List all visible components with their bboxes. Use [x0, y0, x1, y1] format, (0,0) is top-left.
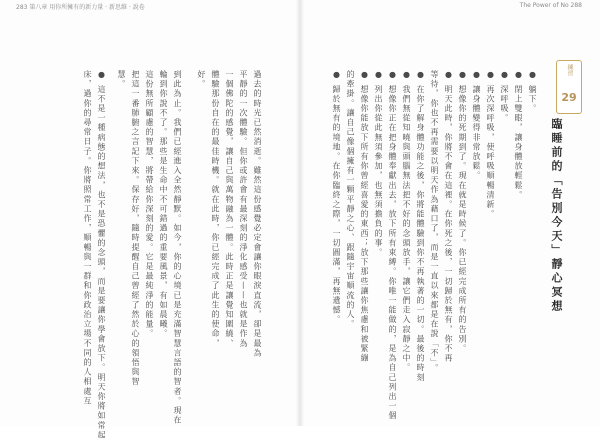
- left-column-6: 到此為止。我們已經進入全然靜默。如今，你的心境已是充滿智慧言語的智者。現在: [173, 70, 182, 426]
- left-column-12: 床，過你的尋常日子。你將照常工作，順暢與一群和你政治立場不同的人相處互: [83, 70, 92, 406]
- right-column-9: ● 在你了解身體功能之後，你將能體驗到你不再執著的一切。最後的時刻: [416, 70, 425, 383]
- left-column-10: 慧。: [117, 70, 126, 90]
- left-column-1: 過去的時光已然消逝。雖然這份感覺必定會讓你眼淚直流，卻是最為: [253, 70, 262, 358]
- running-head-right: The Power of No 288: [519, 2, 582, 9]
- right-column-10: ● 我們無從知曉與頭腦無法把不好的念頭放手，讓它們走入寂靜之中。: [402, 70, 411, 373]
- left-column-5: 好。: [197, 70, 206, 90]
- right-column-6: ● 想像你的死期到了。現在就是時候了。你已經完成所有的告別。: [458, 70, 467, 354]
- left-column-3: 一個佛陀的感覺，讓自己與萬物融為一體。此時正是讓覺知圍繞、: [225, 70, 234, 349]
- left-column-4: 體驗那份自在的最佳時機。就在此時，你已經完成了此生的使命，: [211, 70, 220, 349]
- left-column-9: 把這一番肺腑之言記下來。保存好，隨時提醒自己曾經了然於心的領悟與智: [131, 70, 140, 387]
- right-column-8: 等待，你也不再需要以明天作為藉口了，而是一直以來都是在說「不」。: [430, 70, 439, 374]
- left-column-11: ● 這不是一種病態的想法，也不是恐懼的念頭，而是要讓你學會放下。明天你將如常起: [97, 70, 106, 440]
- right-column-4: ● 再次深呼吸，使呼吸順暢清新。: [486, 70, 495, 220]
- right-column-11: ● 想像你正在把身體奉獻出去，放下所有束縛。你唯一能做的，是為自己列出一個: [388, 70, 397, 421]
- exercise-number: 29: [561, 91, 577, 104]
- running-head-left: 283 第八章 用你所擁有的新力量 · 新思維 · 說卷: [16, 4, 145, 11]
- right-column-5: ● 讓身體變得非常放鬆。: [472, 70, 481, 181]
- right-column-2: ● 閉上雙眼，讓身體放輕鬆。: [514, 70, 523, 200]
- left-column-2: 平靜的一次體驗。但你或許會有最深刻的淨化感受——也就是作為: [239, 70, 248, 349]
- right-column-1: ● 躺下。: [528, 70, 537, 114]
- right-column-7: ● 明天此時，你將不會在這裡。在你死之後，一切歸於無有，你不再: [444, 70, 453, 364]
- right-column-13: ● 想像你能放下所有你曾經喜愛的東西；放下那些讓你焦慮和被緊繃: [360, 70, 369, 364]
- left-column-8: 這份無所顧慮的智慧，將帶給你深刻的愛。它是最純淨的能量。: [145, 70, 154, 339]
- left-column-7: 輪到你說不了。那些是生命中不可錯過的重要風景，有如晨曦。: [159, 70, 168, 339]
- right-column-15: ● 歸於無有的境地。在你臨終之際，一切圓滿，再無遺憾。: [332, 70, 341, 325]
- right-column-3: ● 深呼吸。: [500, 70, 509, 124]
- book-gutter: [296, 0, 304, 426]
- exercise-label: 練習: [566, 64, 573, 76]
- exercise-title: 臨睡前的「告別今天」靜心冥想: [550, 118, 563, 314]
- exercise-badge: [556, 60, 582, 114]
- right-column-14: 的牽掛。讓自己像個擁有一顆平靜之心、跟隨宇宙順流的人。: [346, 70, 355, 330]
- right-column-12: ● 列出你從此無須參加，也無須擔負的事。: [374, 70, 383, 258]
